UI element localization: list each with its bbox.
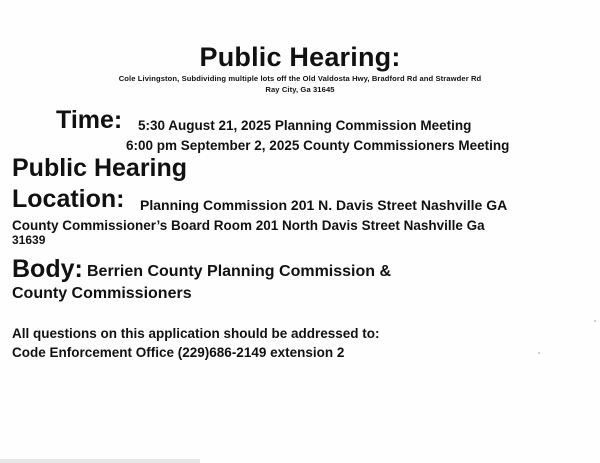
notice-title: Public Hearing: [199,42,401,72]
notice-subtitle-line2: Ray City, Ga 31645 [265,85,335,94]
body-line1: Berrien County Planning Commission & [87,263,392,280]
notice-subtitle-line1: Cole Livingston, Subdividing multiple lots off the Old Valdosta Hwy, Bradford Rd and Strawder Rd [118,74,482,83]
body-label: Body: [12,255,83,283]
body-line2: County Commissioners [12,285,192,302]
time-planning-commission: 5:30 August 21, 2025 Planning Commission Meeting [138,118,472,133]
scan-speck [594,320,596,322]
location-zip: 31639 [12,233,46,247]
time-county-commissioners: 6:00 pm September 2, 2025 County Commissioners Meeting [126,138,510,153]
scan-speck [538,352,540,354]
location-label: Location: [12,185,125,213]
questions-line1: All questions on this application should be addressed to: [12,326,380,341]
questions-contact: Code Enforcement Office (229)686-2149 extension 2 [12,345,345,360]
time-label: Time: [56,106,123,134]
public-hearing-heading: Public Hearing [12,154,188,182]
scan-edge-shadow [0,459,200,463]
location-planning-commission: Planning Commission 201 N. Davis Street Nashville GA [140,197,508,213]
location-board-room: County Commissioner’s Board Room 201 North Davis Street Nashville Ga [12,218,485,233]
